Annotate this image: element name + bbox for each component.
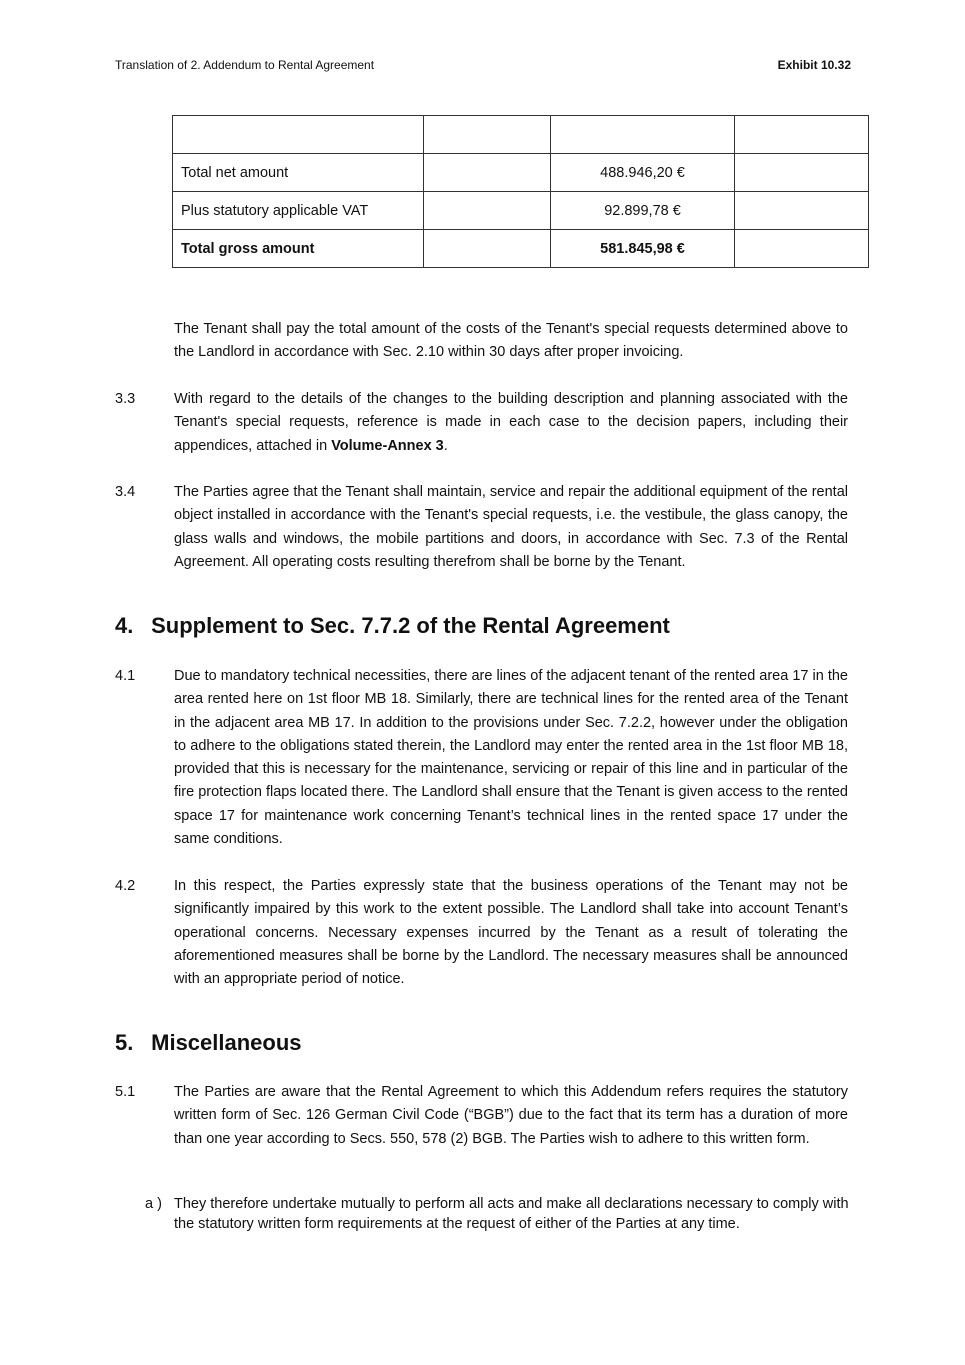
- paragraph-text: The Tenant shall pay the total amount of the costs of the Tenant's special requests determined above to the Landlord in accordance with Sec. 2.10 within 30 days after proper invoicing.: [174, 321, 848, 361]
- paragraph-text: They therefore undertake mutually to perform all acts and make all declarations necessary to comply with the statutory written form requirements at the request of either of the Parties at any time.: [174, 1196, 849, 1232]
- paragraph-text: [174, 388, 848, 458]
- table-cell-label: Total gross amount: [173, 230, 424, 268]
- paragraph-text: The Parties agree that the Tenant shall maintain, service and repair the additional equipment of the rental object installed in accordance with the Tenant's special requests, i.e. the vestibule, the glass canopy, the glass walls and windows, the mobile partitions and doors, in accordance with Sec. 7.3 of the Rental Agreement. All operating costs resulting therefrom shall be borne by the Tenant.: [174, 484, 848, 570]
- cost-table: [172, 115, 869, 268]
- page-header: [115, 58, 851, 72]
- table-row-total: [173, 230, 869, 268]
- table-cell-amount: 92.899,78 €: [551, 192, 735, 230]
- paragraph-number: 5.1: [115, 1084, 136, 1100]
- table-cell-amount: 488.946,20 €: [551, 154, 735, 192]
- table-row: [173, 192, 869, 230]
- table-cell: [735, 154, 869, 192]
- paragraph-payment: [115, 318, 848, 365]
- table-cell: [735, 116, 869, 154]
- table-cell-amount: [551, 116, 735, 154]
- table-cell-label: Plus statutory applicable VAT: [173, 192, 424, 230]
- section-title: Miscellaneous: [151, 1030, 302, 1055]
- text-span: With regard to the details of the changes to the building description and planning associated with the Tenant's special requests, reference is made in each case to the decision papers, including their appendices, attached in: [174, 391, 848, 454]
- section-title: Supplement to Sec. 7.7.2 of the Rental Agreement: [151, 613, 670, 638]
- paragraph-5-1-a: [145, 1195, 855, 1234]
- section-heading-4: [115, 613, 670, 639]
- table-cell-amount: 581.845,98 €: [551, 230, 735, 268]
- table-cell: [424, 192, 551, 230]
- list-marker: a ): [145, 1196, 162, 1212]
- annex-reference: Volume-Annex 3: [331, 437, 444, 454]
- paragraph-text: Due to mandatory technical necessities, there are lines of the adjacent tenant of the rented area 17 in the area rented here on 1st floor MB 18. Similarly, there are technical lines for the rented area of the Tenant in the adjacent area MB 17. In addition to the provisions under Sec. 7.2.2, however under the obligation to adhere to the obligations stated therein, the Landlord may enter the rented area in the 1st floor MB 18, provided that this is necessary for the maintenance, servicing or repair of this line and in particular of the fire protection flaps located there. The Landlord shall ensure that the Tenant is given access to the rented space 17 for maintenance work concerning Tenant’s technical lines in the rented space 17 under the same conditions.: [174, 668, 848, 848]
- table-cell: [424, 154, 551, 192]
- table-row: [173, 116, 869, 154]
- paragraph-4-2: [115, 875, 848, 991]
- paragraph-5-1: [115, 1081, 848, 1151]
- table-cell-label: [173, 116, 424, 154]
- table-cell: [735, 230, 869, 268]
- paragraph-number: 4.1: [115, 668, 136, 684]
- paragraph-3-3: [115, 388, 848, 458]
- section-heading-5: [115, 1030, 302, 1056]
- table-cell: [735, 192, 869, 230]
- paragraph-number: 3.4: [115, 484, 136, 500]
- table-cell: [424, 230, 551, 268]
- paragraph-number: 4.2: [115, 878, 136, 894]
- paragraph-4-1: [115, 665, 848, 851]
- table-cell-label: Total net amount: [173, 154, 424, 192]
- document-title: Translation of 2. Addendum to Rental Agreement: [115, 58, 375, 72]
- table-cell: [424, 116, 551, 154]
- paragraph-text: The Parties are aware that the Rental Agreement to which this Addendum refers requires the statutory written form of Sec. 126 German Civil Code (“BGB”) due to the fact that its term has a duration of more than one year according to Secs. 550, 578 (2) BGB. The Parties wish to adhere to this written form.: [174, 1084, 848, 1147]
- section-number: 4.: [115, 613, 134, 638]
- section-number: 5.: [115, 1030, 134, 1055]
- text-span: .: [443, 437, 448, 454]
- table-row: [173, 154, 869, 192]
- paragraph-text: In this respect, the Parties expressly state that the business operations of the Tenant may not be significantly impaired by this work to the extent possible. The Landlord shall take into account Tenant’s operational concerns. Necessary expenses incurred by the Tenant as a result of tolerating the aforementioned measures shall be borne by the Landlord. The necessary measures shall be announced with an appropriate period of notice.: [174, 878, 848, 988]
- exhibit-label: Exhibit 10.32: [777, 58, 851, 72]
- paragraph-3-4: [115, 481, 848, 574]
- paragraph-number: 3.3: [115, 391, 136, 407]
